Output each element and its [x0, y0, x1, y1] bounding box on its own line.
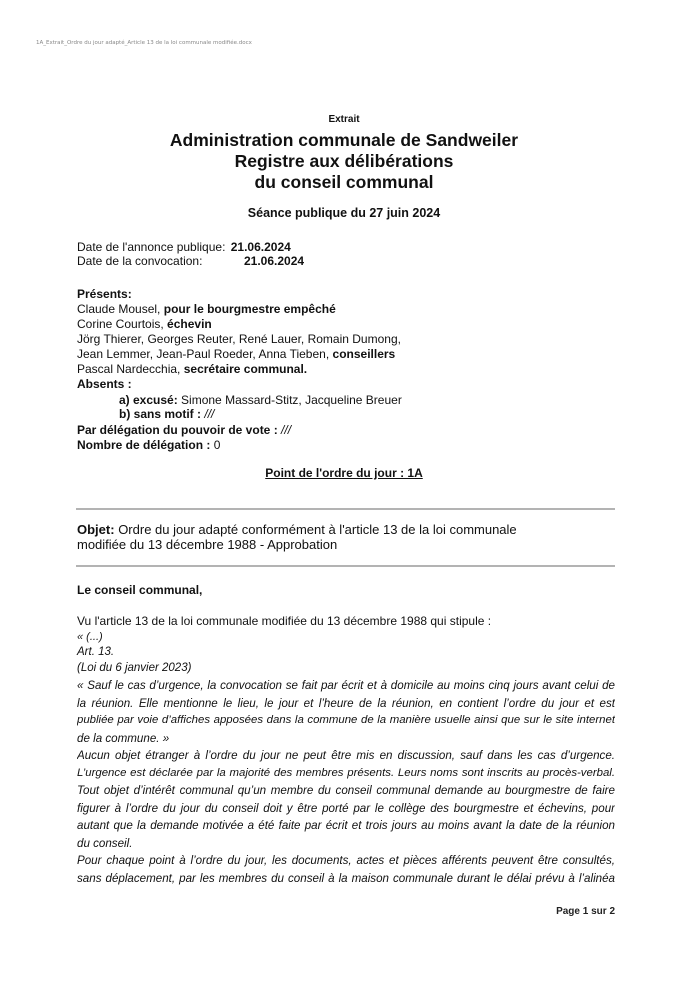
title-line-1: Administration communale de Sandweiler	[169, 130, 519, 150]
objet-label: Objet:	[77, 522, 115, 537]
present-name: Corine Courtois,	[77, 317, 164, 331]
present-role: secrétaire communal.	[183, 362, 308, 376]
annonce-label: Date de l'annonce publique:	[77, 240, 226, 254]
absents-label: Absents :	[77, 377, 132, 391]
loi-date: (Loi du 6 janvier 2023)	[77, 662, 192, 674]
delegation-row	[77, 423, 291, 438]
vu-paragraph: Vu l'article 13 de la loi communale modifiée du 13 décembre 1988 qui stipule :	[77, 614, 492, 628]
absents-sans-motif	[119, 407, 214, 422]
objet-text: Ordre du jour adapté conformément à l'article 13 de la loi communale	[118, 522, 517, 537]
present-line-1	[77, 302, 336, 317]
article-line: publiée par voie d’affiches apposées dans la commune de la manière usuelle ainsi que sur le site internet	[77, 714, 615, 726]
delegation-value: ///	[281, 423, 292, 437]
article-line: la réunion. Elle mentionne le lieu, le jour et l’heure de la réunion, en contient l’ordre du jour et est	[77, 696, 615, 710]
seance-heading: Séance publique du 27 juin 2024	[247, 206, 441, 220]
document-filename: 1A_Extrait_Ordre du jour adapté_Article 13 de la loi communale modifiée.docx	[36, 40, 252, 46]
sans-motif-value: ///	[204, 407, 215, 421]
present-line-5	[77, 362, 307, 377]
title-line-3: du conseil communal	[254, 172, 434, 192]
article-line: « Sauf le cas d’urgence, la convocation se fait par écrit et à domicile au moins cinq jours avant celui de	[77, 679, 615, 692]
article-line: du conseil.	[77, 836, 133, 850]
conseil-intro: Le conseil communal,	[77, 583, 203, 597]
present-line-4	[77, 347, 395, 362]
article-line: sans déplacement, par les membres du conseil à la maison communale durant le délai prévu à l’alinéa	[77, 871, 615, 885]
present-name: Claude Mousel,	[77, 302, 161, 316]
present-names: Jean Lemmer, Jean-Paul Roeder, Anna Tieben,	[77, 347, 330, 361]
article-line: autant que la demande motivée a été faite par écrit et trois jours au moins avant la date de la réunion	[77, 819, 615, 832]
presents-label: Présents:	[77, 287, 132, 301]
article-line: figurer à l’ordre du jour du conseil doit y être porté par le collège des bourgmestre et échevins, pour	[77, 801, 615, 815]
nombre-value: 0	[213, 438, 221, 452]
divider-bottom	[76, 565, 615, 567]
agenda-point: Point de l'ordre du jour : 1A	[265, 466, 423, 480]
sans-motif-label: b) sans motif :	[119, 407, 202, 421]
absents-excuse	[119, 393, 402, 408]
page-number: Page 1 sur 2	[556, 906, 615, 917]
present-role: pour le bourgmestre empêché	[163, 302, 336, 316]
article-line: Pour chaque point à l’ordre du jour, les documents, actes et pièces afférents peuvent être consultés,	[77, 854, 615, 867]
annonce-row	[77, 240, 291, 255]
annonce-value: 21.06.2024	[230, 240, 291, 254]
objet-line-1	[77, 522, 517, 537]
convocation-value: 21.06.2024	[244, 254, 305, 268]
title-line-2: Registre aux délibérations	[234, 151, 454, 171]
article-text	[77, 677, 615, 887]
present-name: Pascal Nardecchia,	[77, 362, 181, 376]
article-line: de la commune. »	[77, 731, 170, 745]
article-line: L’urgence est déclarée par la majorité des membres présents. Leurs noms sont inscrits au procès-verbal.	[77, 766, 615, 779]
excuse-label: a) excusé:	[119, 393, 178, 407]
divider-top	[76, 508, 615, 510]
quote-open: « (...)	[77, 631, 103, 643]
objet-line-2: modifiée du 13 décembre 1988 - Approbation	[77, 537, 338, 552]
article-line: Tout objet d’intérêt communal qu’un membre du conseil communal demande au bourgmestre de faire	[77, 784, 615, 797]
nombre-label: Nombre de délégation :	[77, 438, 211, 452]
present-line-3: Jörg Thierer, Georges Reuter, René Lauer, Romain Dumong,	[77, 332, 401, 346]
present-role: conseillers	[332, 347, 396, 361]
extrait-label: Extrait	[328, 114, 360, 125]
nombre-row	[77, 438, 220, 453]
present-role: échevin	[167, 317, 212, 331]
article-number: Art. 13.	[77, 646, 115, 658]
convocation-label: Date de la convocation:	[77, 254, 203, 268]
present-line-2	[77, 317, 212, 332]
convocation-row	[77, 254, 304, 269]
delegation-label: Par délégation du pouvoir de vote :	[77, 423, 278, 437]
article-line: Aucun objet étranger à l’ordre du jour ne peut être mis en discussion, sauf dans les cas d’urgence.	[77, 749, 615, 762]
excuse-names: Simone Massard-Stitz, Jacqueline Breuer	[181, 393, 402, 407]
